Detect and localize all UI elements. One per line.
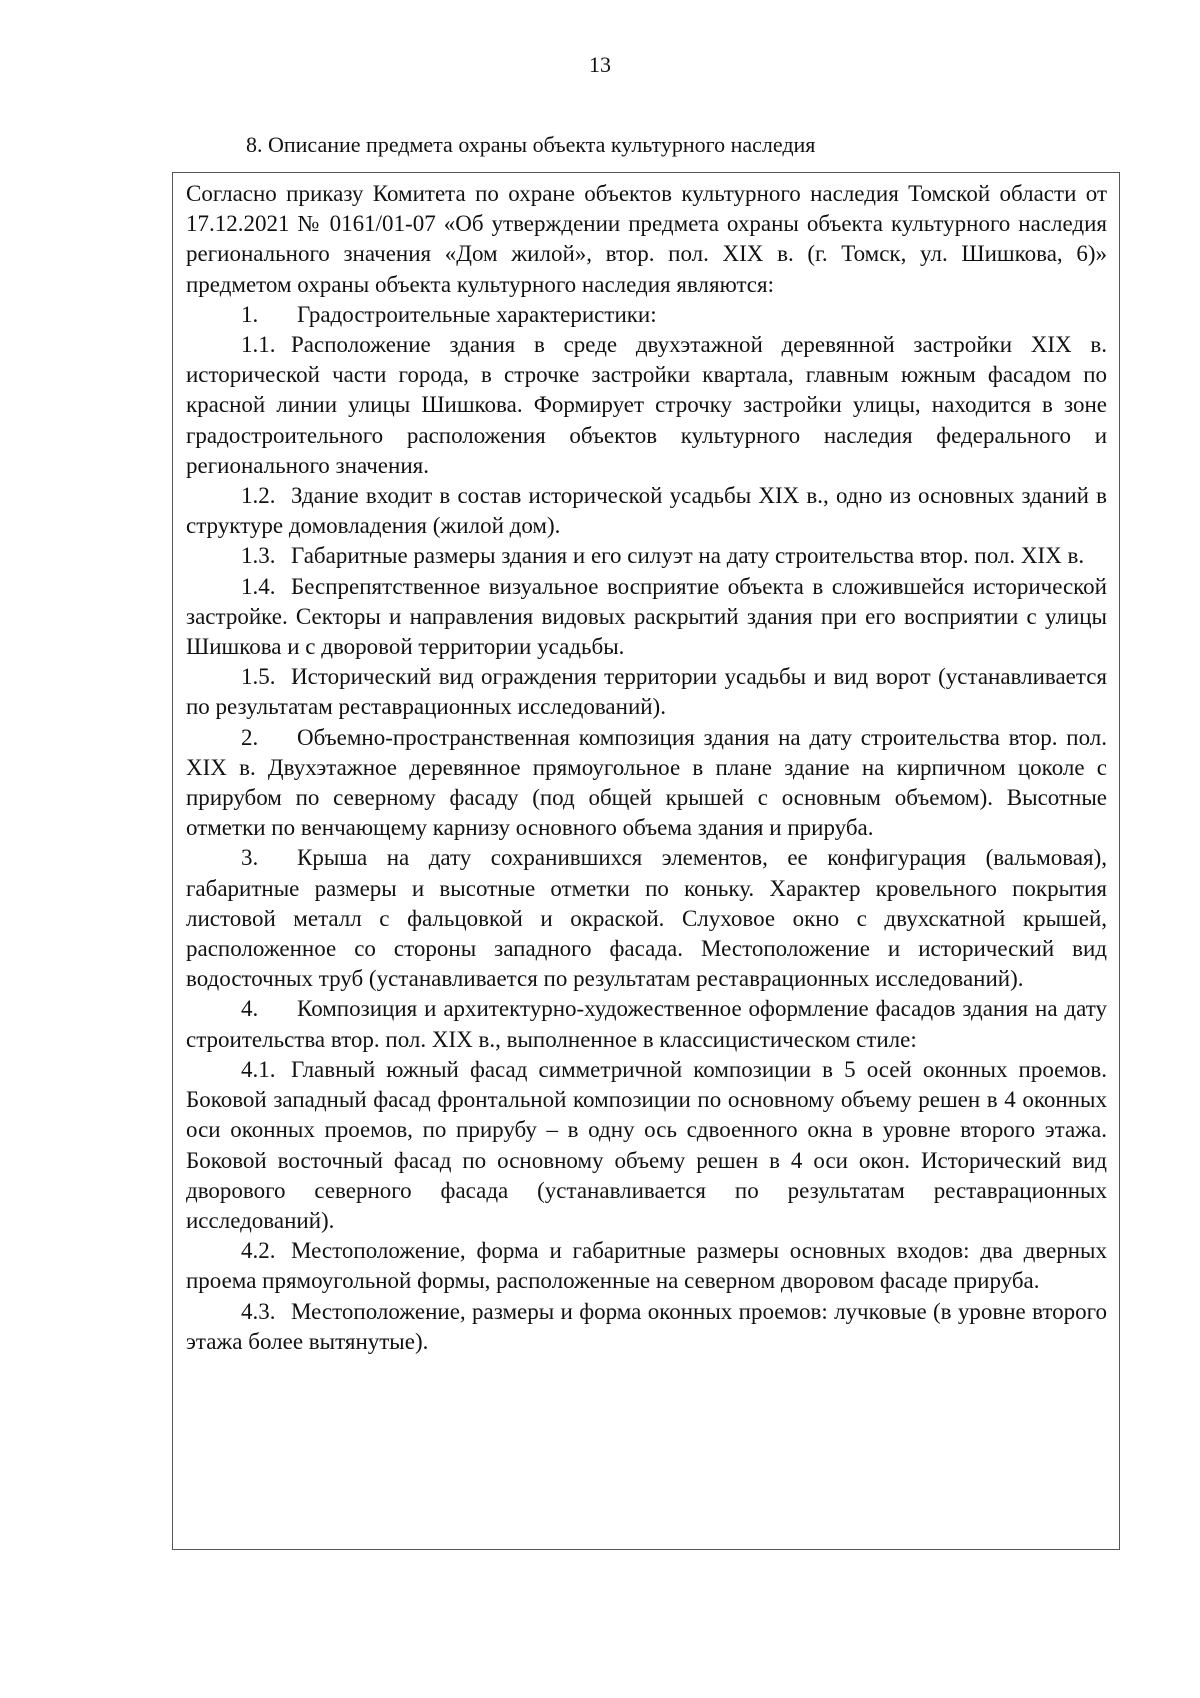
item-text: Главный южный фасад симметричной композиции в 5 осей оконных проемов. Боковой западный фасад фронтальной композиции по основному объему решен в 4 оконных оси оконных проемов, по прирубу – в одну ось сдвоенного окна в уровне второго этажа. Боковой восточный фасад по основному объему решен в 4 оси окон. Исторический вид дворового северного фасада (устанавливается по результатам реставрационных исследований).	[186, 1056, 1107, 1233]
item-text: Исторический вид ограждения территории усадьбы и вид ворот (устанавливается по результатам реставрационных исследований).	[186, 664, 1107, 720]
item-4-2	[186, 1236, 1107, 1296]
intro-paragraph	[186, 179, 1107, 300]
item-number: 1.3.	[241, 543, 276, 569]
item-number: 4.1.	[241, 1056, 276, 1082]
item-text: Композиция и архитектурно-художественное оформление фасадов здания на дату строительства втор. пол. XIX в., выполненное в классицистическом стиле:	[186, 996, 1107, 1052]
item-number: 2.	[241, 724, 259, 750]
item-text: Габаритные размеры здания и его силуэт на дату строительства втор. пол. XIX в.	[291, 543, 1085, 569]
item-4	[186, 994, 1107, 1054]
item-text: Крыша на дату сохранившихся элементов, ее конфигурация (вальмовая), габаритные размеры и высотные отметки по коньку. Характер кровельного покрытия листовой металл с фальцовкой и окраской. Слуховое окно с двухскатной крышей, расположенное со стороны западного фасада. Местоположение и исторический вид водосточных труб (устанавливается по результатам реставрационных исследований).	[186, 845, 1107, 992]
item-number: 1.4.	[241, 573, 276, 599]
item-number: 1.	[241, 301, 259, 327]
item-number: 1.1.	[241, 332, 276, 358]
item-1	[186, 300, 1107, 330]
item-text: Местоположение, размеры и форма оконных проемов: лучковые (в уровне второго этажа более вытянутые).	[186, 1298, 1107, 1354]
protection-subject-box	[172, 172, 1120, 1550]
item-3	[186, 843, 1107, 994]
item-text: Градостроительные характеристики:	[297, 301, 657, 327]
item-1-3	[186, 541, 1107, 571]
item-number: 4.3.	[241, 1298, 276, 1324]
item-4-1	[186, 1055, 1107, 1236]
item-number: 4.	[241, 996, 259, 1022]
item-number: 1.2.	[241, 483, 276, 509]
page-number: 13	[589, 52, 611, 77]
item-text: Объемно-пространственная композиция здания на дату строительства втор. пол. XIX в. Двухэтажное деревянное прямоугольное в плане здание на кирпичном цоколе с прирубом по северному фасаду (под общей крышей с основным объемом). Высотные отметки по венчающему карнизу основного объема здания и прируба.	[186, 724, 1107, 841]
item-1-4	[186, 572, 1107, 663]
item-1-5	[186, 662, 1107, 722]
item-number: 3.	[241, 845, 259, 871]
item-number: 1.5.	[241, 664, 276, 690]
item-4-3	[186, 1297, 1107, 1357]
item-1-1	[186, 330, 1107, 481]
intro-text: Согласно приказу Комитета по охране объектов культурного наследия Томской области от 17.12.2021 № 0161/01-07 «Об утверждении предмета охраны объекта культурного наследия регионального значения «Дом жилой», втор. пол. XIX в. (г. Томск, ул. Шишкова, 6)» предметом охраны объекта культурного наследия являются:	[186, 181, 1107, 297]
item-text: Беспрепятственное визуальное восприятие объекта в сложившейся исторической застройке. Секторы и направления видовых раскрытий здания при его восприятии с улицы Шишкова и с дворовой территории усадьбы.	[186, 573, 1107, 660]
item-1-2	[186, 481, 1107, 541]
item-text: Расположение здания в среде двухэтажной деревянной застройки XIX в. исторической части города, в строчке застройки квартала, главным южным фасадом по красной линии улицы Шишкова. Формирует строчку застройки улицы, находится в зоне градостроительного расположения объектов культурного наследия федерального и регионального значения.	[186, 332, 1107, 478]
item-number: 4.2.	[241, 1238, 276, 1264]
item-text: Здание входит в состав исторической усадьбы XIX в., одно из основных зданий в структуре домовладения (жилой дом).	[186, 483, 1107, 539]
item-2	[186, 723, 1107, 844]
item-text: Местоположение, форма и габаритные размеры основных входов: два дверных проема прямоугольной формы, расположенные на северном дворовом фасаде прируба.	[186, 1238, 1107, 1294]
section-heading: 8. Описание предмета охраны объекта культурного наследия	[246, 132, 816, 157]
